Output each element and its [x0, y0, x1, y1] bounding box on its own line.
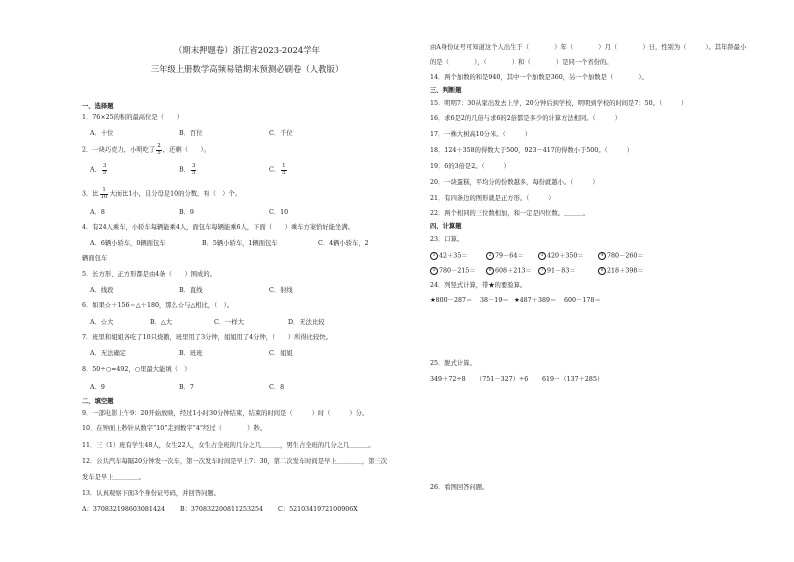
question-4: 4．有24人乘车，小轿车每辆能乘4人，面包车每辆能乘6人，下面（ ）乘车方案恰好能坐满。 — [82, 224, 354, 231]
question-12-line2: 发车是早上＿＿＿＿。 — [82, 474, 145, 481]
q23-item-8-number: 8 — [598, 267, 606, 275]
question-10: 10．在钟面上秒针从数字“10”走到数字“4”经过（ ）秒。 — [82, 425, 267, 432]
question-13: 13．认真观察下面3个身份证号码，并回答问题。 — [82, 490, 220, 497]
question-17: 17．一株大树高10分米。（ ） — [430, 131, 532, 138]
q2-option-a-num: 3 — [102, 163, 107, 169]
q24-item-3: ★487＋389＝ — [514, 297, 557, 304]
question-6: 6．如果☆＋156＝△＋180，那么☆与△相比，（ ）。 — [82, 302, 234, 309]
q23-item-1 — [430, 252, 468, 260]
section-choice-heading: 一、选择题 — [82, 103, 114, 110]
q5-option-a: A．线段 — [90, 287, 114, 294]
q2-option-a-label: A． — [90, 166, 101, 174]
q2-option-c-num: 1 — [282, 163, 286, 169]
q5-option-c: C．射线 — [269, 287, 293, 294]
q2-option-b-label: B． — [179, 166, 190, 174]
q3-fraction — [100, 188, 109, 200]
q4-option-a: A．6辆小轿车，0辆面包车 — [90, 240, 166, 247]
q6-option-d: D．无法比较 — [288, 319, 325, 326]
q23-item-7-number: 7 — [538, 267, 546, 275]
q2-option-b-num: 3 — [191, 163, 196, 169]
question-13-continued-line2: 的是（ ），（ ）和（ ）是同一个省份的。 — [430, 59, 613, 66]
q2-fraction-den: 5 — [157, 149, 161, 156]
q3-option-a: A．8 — [90, 209, 105, 216]
question-13-continued-line1: 由A身份证号可知道这个人出生于（ ）年（ ）月（ ）日，性别为（ ）。其年龄最小 — [430, 44, 747, 51]
q1-option-c: C．千位 — [269, 130, 293, 137]
q6-option-c: C．一样大 — [214, 319, 245, 326]
q23-item-3-expr: 420＋350＝ — [547, 252, 584, 260]
q7-option-a: A．无法确定 — [90, 350, 127, 357]
question-12-line1: 12．公共汽车每隔20分钟发一次车，第一次发车时间是早上7：30，第二次发车时间是早上＿＿＿＿，第三次 — [82, 458, 388, 465]
q2-option-c — [269, 164, 288, 176]
question-22: 22．两个相同的三位数相加，和一定是四位数。＿＿＿。 — [430, 210, 590, 217]
question-14: 14．两个加数的和是940，其中一个加数是360，另一个加数是（ ）。 — [430, 74, 648, 81]
q8-option-b: B．7 — [179, 384, 194, 391]
q4-option-b: B．5辆小轿车，1辆面包车 — [202, 240, 278, 247]
q7-option-c: C．姐姐 — [269, 350, 293, 357]
q2-option-a-den: 5 — [102, 169, 107, 176]
q23-item-5-expr: 780－215＝ — [439, 267, 476, 275]
q7-option-b: B．班班 — [179, 350, 203, 357]
q8-option-a: A．9 — [90, 384, 105, 391]
q23-item-7 — [538, 267, 576, 275]
q23-item-2-expr: 79－64＝ — [495, 252, 524, 260]
section-fill-heading: 二、填空题 — [82, 398, 114, 405]
question-23: 23．口算。 — [430, 236, 464, 243]
q6-option-a: A．☆大 — [90, 319, 114, 326]
question-8: 8．50÷○=492，○里最大能填（ ） — [82, 366, 191, 373]
q2-option-b — [179, 164, 197, 176]
q25-item-2: （751－327）÷6 — [476, 376, 529, 383]
question-20: 20．一块蛋糕，平均分的份数越多，每份就越小。（ ） — [430, 179, 599, 186]
q24-item-4: 600－178＝ — [564, 297, 601, 304]
q13-id-c: C：5210341972100906X — [278, 506, 358, 513]
page-title-line2: 三年级上册数学高频易错期末预测必刷卷（人教版） — [150, 64, 344, 74]
q23-item-6 — [486, 267, 532, 275]
question-18: 18．124＋358的得数大于500，923－417的得数小于500。（ ） — [430, 147, 633, 154]
q23-item-6-number: 6 — [486, 267, 494, 275]
question-1: 1．76×25的积的最高位是（ ） — [82, 114, 183, 121]
q13-id-b: B：370832200811253254 — [180, 506, 264, 513]
question-11: 11．三（1）班有学生48人，女生22人，女生占全班的几分之几＿＿＿，男生占全班的几分之几＿＿＿。 — [82, 442, 375, 449]
q23-item-2 — [486, 252, 524, 260]
q23-item-7-expr: 91－83＝ — [547, 267, 576, 275]
q23-item-2-number: 2 — [486, 252, 494, 260]
q23-item-4-expr: 780－260＝ — [607, 252, 644, 260]
q3-fraction-num: 1 — [100, 188, 109, 195]
q23-item-3-number: 3 — [538, 252, 546, 260]
q1-option-a: A．十位 — [90, 130, 114, 137]
q23-item-4 — [598, 252, 644, 260]
q4-option-c-continued: 辆面包车 — [82, 255, 108, 262]
question-5: 5．长方形、正方形都是由4条（ ）围成的。 — [82, 271, 216, 278]
q2-option-a — [90, 164, 108, 176]
question-3 — [82, 188, 241, 200]
q23-item-8 — [598, 267, 644, 275]
q25-item-3: 619－（137＋285） — [542, 376, 604, 383]
q23-item-1-expr: 42＋35＝ — [439, 252, 468, 260]
question-7: 7．班里和姐姐各吃了10只烧鹅，班里用了3分钟，姐姐用了4分钟，（ ）所得比较快。 — [82, 334, 332, 341]
q3-text-post: 大而比1小，且分母是10的分数，有（ ）个。 — [109, 190, 242, 198]
question-24: 24．列竖式计算，带★的要验算。 — [430, 282, 527, 289]
q23-item-6-expr: 608＋213＝ — [495, 267, 532, 275]
q2-text-post: ，还剩（ ）。 — [162, 146, 210, 154]
q8-option-c: C．8 — [269, 384, 285, 391]
q23-item-3 — [538, 252, 584, 260]
q2-text-pre: 2．一块巧克力，小明吃了 — [82, 146, 156, 154]
q2-option-c-den: 5 — [282, 169, 286, 176]
q23-item-8-expr: 218＋398＝ — [607, 267, 644, 275]
q3-fraction-den: 10 — [100, 193, 108, 200]
q3-option-c: C．10 — [269, 209, 289, 216]
q2-fraction — [156, 144, 161, 156]
q25-item-1: 349＋72÷8 — [430, 376, 466, 383]
q23-item-1-number: 1 — [430, 252, 438, 260]
q24-item-1: ★800－287＝ — [430, 297, 473, 304]
section-calc-heading: 四、计算题 — [430, 223, 462, 230]
q24-item-2: 38－19＝ — [480, 297, 509, 304]
page-title-line1: （期末押题卷）浙江省2023-2024学年 — [174, 45, 320, 55]
q6-option-b: B．△大 — [150, 319, 173, 326]
question-15: 15．明明7：30从家出发去上学，20分钟后到学校，明明到学校的时间是7：50。（ ） — [430, 100, 688, 107]
question-2 — [82, 144, 210, 156]
q5-option-b: B．直线 — [179, 287, 203, 294]
question-19: 19．6的3倍是2。（ ） — [430, 163, 510, 170]
question-9: 9．一部电影上午9：20开始放映，经过1小时30分钟结束，结束的时间是（ ）时（ ）分。 — [82, 410, 369, 417]
q23-item-5 — [430, 267, 476, 275]
q3-option-b: B．9 — [179, 209, 194, 216]
q2-option-b-den: 5 — [191, 169, 196, 176]
q13-id-a: A：370832198603081424 — [82, 506, 165, 513]
q2-fraction-num: 2 — [157, 143, 161, 149]
q3-text-pre: 3．比 — [82, 190, 99, 198]
q23-item-4-number: 4 — [598, 252, 606, 260]
question-26: 26．看图回答问题。 — [430, 484, 489, 491]
q23-item-5-number: 5 — [430, 267, 438, 275]
section-judge-heading: 三、判断题 — [430, 87, 462, 94]
q1-option-b: B．百位 — [179, 130, 203, 137]
q4-option-c: C．4辆小轿车，2 — [318, 240, 369, 247]
q2-option-c-label: C． — [269, 166, 281, 174]
question-21: 21．有四条边的图形就是正方形。（ ） — [430, 195, 555, 202]
question-25: 25．脱式计算。 — [430, 360, 476, 367]
question-16: 16．求6是2的几倍与求6的2倍都是多少的计算方法相同。（ ） — [430, 115, 621, 122]
